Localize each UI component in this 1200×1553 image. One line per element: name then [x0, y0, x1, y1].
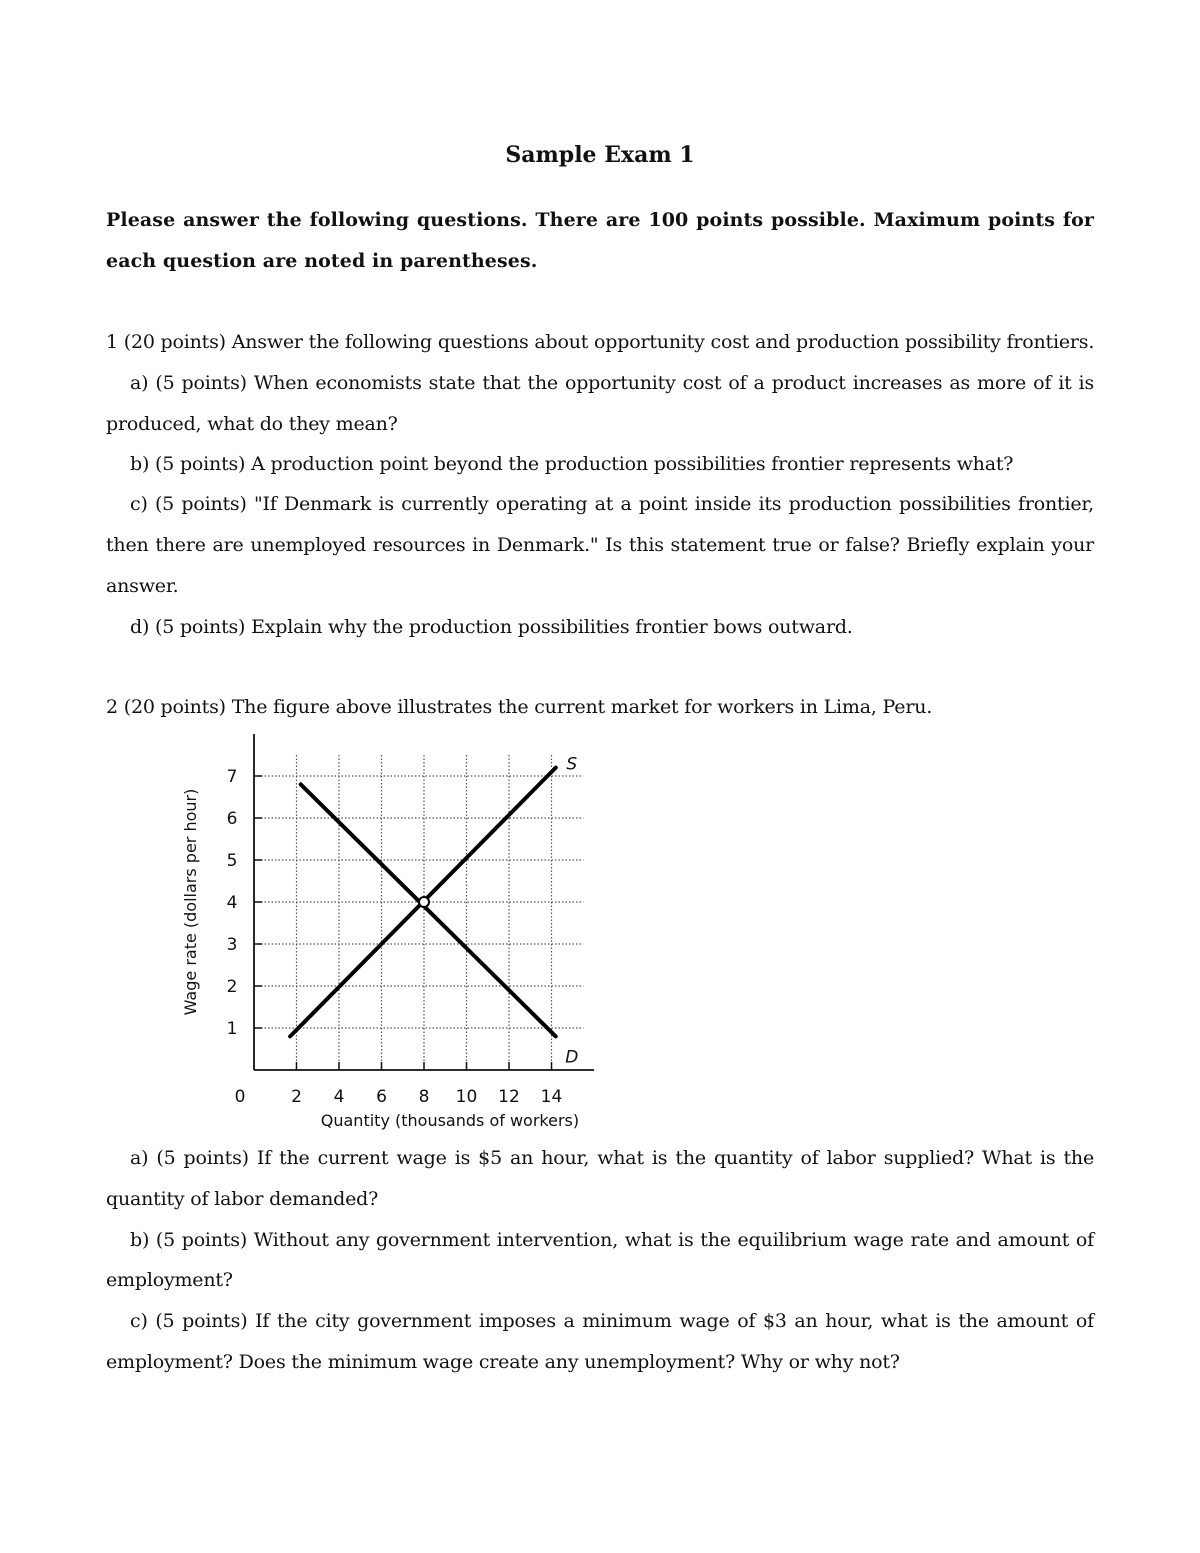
series-label-d: D — [565, 1047, 579, 1068]
x-tick-label-2: 2 — [291, 1087, 302, 1107]
x-tick-label-4: 4 — [333, 1087, 345, 1107]
q1-c-line1: c) (5 points) "If Denmark is currently operating at a point inside its production possibilities frontier, — [130, 493, 1094, 515]
series-label-s: S — [566, 754, 578, 775]
q2-b-line2: employment? — [106, 1269, 233, 1291]
q1-stem: 1 (20 points) Answer the following questions about opportunity cost and production possibility frontiers. — [106, 331, 1095, 353]
q1-b: b) (5 points) A production point beyond the production possibilities frontier represents what? — [130, 453, 1014, 475]
y-tick-label-3: 3 — [226, 935, 238, 955]
page-title: Sample Exam 1 — [505, 142, 695, 168]
instructions: Please answer the following questions. There are 100 points possible. Maximum points for each question are noted in parentheses. — [106, 209, 1094, 272]
x-tick-label-12: 12 — [498, 1087, 520, 1107]
x-tick-label-10: 10 — [455, 1087, 478, 1107]
y-tick-label-7: 7 — [226, 767, 238, 787]
q1-c-line2: then there are unemployed resources in Denmark." Is this statement true or false? Briefly explain your — [106, 534, 1094, 556]
q2-a-line1: a) (5 points) If the current wage is $5 an hour, what is the quantity of labor supplied? What is the — [130, 1147, 1094, 1169]
y-tick-label-4: 4 — [226, 893, 238, 913]
y-tick-label-6: 6 — [226, 809, 238, 829]
chart-series — [290, 768, 556, 1037]
q2-c-line1: c) (5 points) If the city government imposes a minimum wage of $3 an hour, what is the amount of — [130, 1310, 1094, 1332]
origin-label: 0 — [234, 1087, 246, 1107]
x-tick-label-8: 8 — [418, 1087, 430, 1107]
chart-labels — [181, 755, 579, 1130]
q2-stem: 2 (20 points) The figure above illustrates the current market for workers in Lima, Peru. — [106, 696, 933, 718]
x-tick-label-6: 6 — [376, 1087, 387, 1107]
q2-b-line1: b) (5 points) Without any government intervention, what is the equilibrium wage rate and amount of — [130, 1229, 1094, 1251]
q2-c-line2: employment? Does the minimum wage create any unemployment? Why or why not? — [106, 1351, 900, 1373]
q1-a-line2: produced, what do they mean? — [106, 413, 398, 435]
y-tick-label-2: 2 — [226, 977, 238, 997]
q1-a-line1: a) (5 points) When economists state that the opportunity cost of a product increases as more of it is — [130, 372, 1094, 394]
equilibrium-point — [419, 897, 429, 907]
q1-c-line3: answer. — [106, 575, 179, 597]
y-axis-label: Wage rate (dollars per hour) — [181, 788, 200, 1016]
y-tick-label-1: 1 — [226, 1019, 238, 1039]
labor-market-chart — [160, 720, 620, 1140]
q1-d: d) (5 points) Explain why the production possibilities frontier bows outward. — [130, 616, 853, 638]
q2-a-line2: quantity of labor demanded? — [106, 1188, 379, 1210]
x-tick-label-14: 14 — [540, 1087, 563, 1107]
y-tick-label-5: 5 — [226, 851, 238, 871]
x-axis-label: Quantity (thousands of workers) — [320, 1111, 580, 1130]
